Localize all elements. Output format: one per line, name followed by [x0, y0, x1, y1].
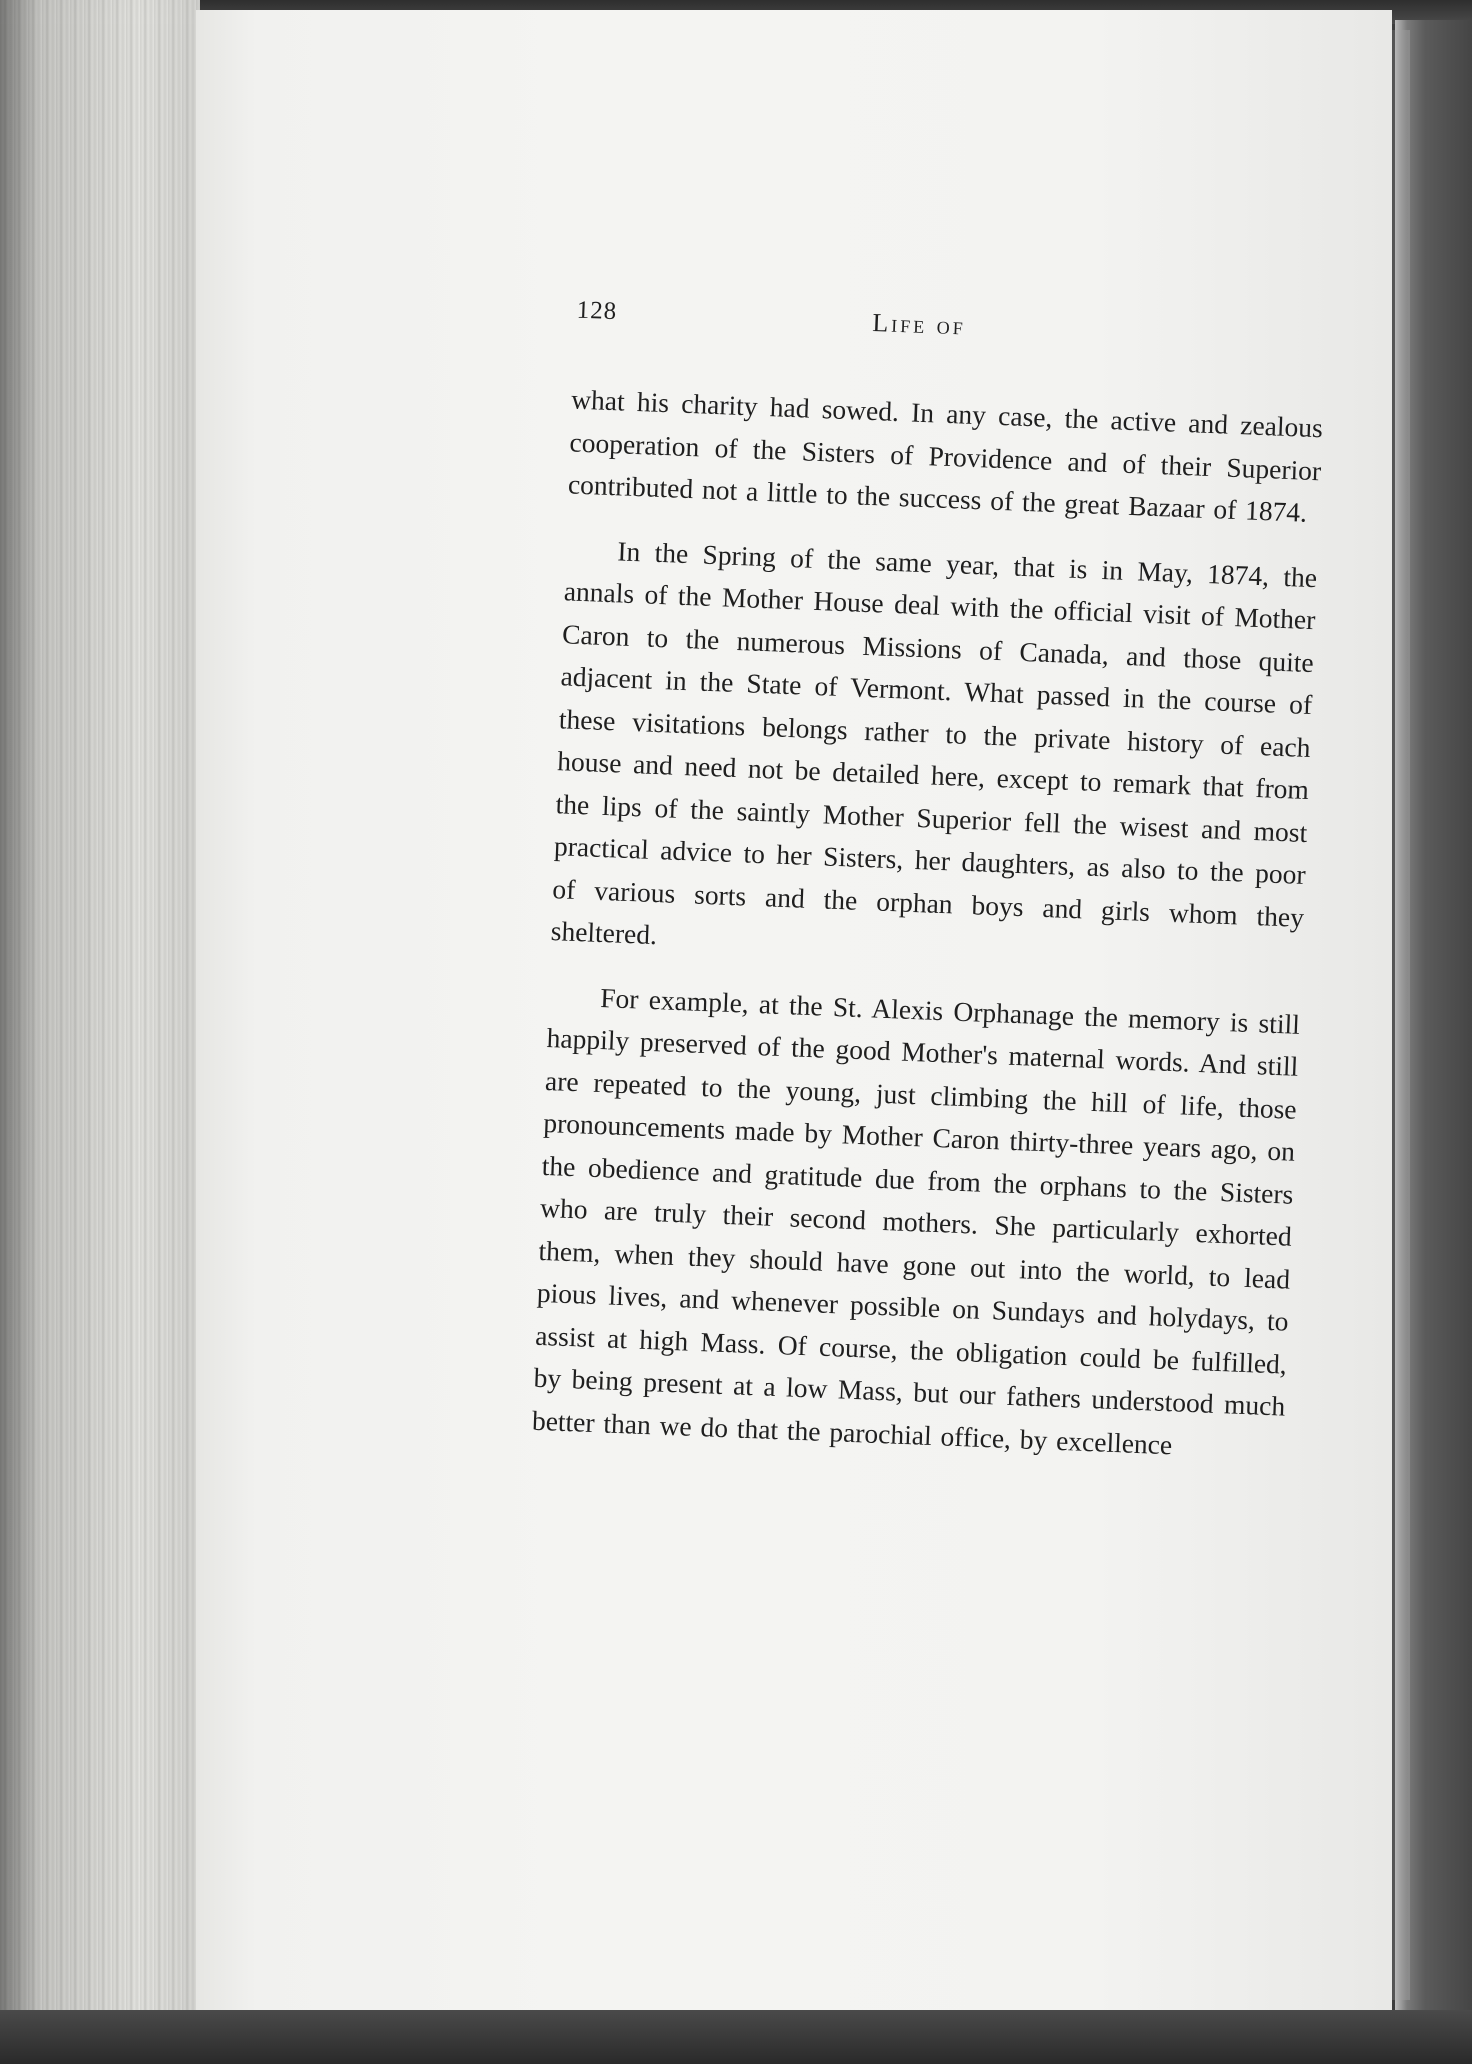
- paragraph: For example, at the St. Alexis Orphanage the memory is still happily preserved of the good Mother's maternal words. And still are repeated to the young, just climbing the hill of life, those pronouncements made by Mother Caron thirty-three years ago, on the obedience and gratitude due from the orphans to the Sisters who are truly their second mothers. She particularly exhorted them, when they should have gone out into the world, to lead pious lives, and whenever possible on Sundays and holydays, to assist at high Mass. Of course, the obligation could be fulfilled, by being present at a low Mass, but our fathers understood much better than we do that the parochial office, by excellence: [531, 981, 1301, 1460]
- running-head: Life of: [871, 307, 967, 341]
- book-page: [196, 10, 1392, 2020]
- page-content: [158, 0, 1430, 2044]
- paragraph: In the Spring of the same year, that is in May, 1874, the annals of the Mother House deal with the official visit of Mother Caron to the numerous Missions of Canada, and those quite adjacent in the State of Vermont. What passed in the course of these visitations belongs rather to the private history of each house and need not be detailed here, except to remark that from the lips of the saintly Mother Superior fell the wisest and most practical advice to her Sisters, her daughters, as also to the poor of various sorts and the orphan boys and girls whom they sheltered.: [550, 534, 1318, 951]
- paragraph-continued: what his charity had sowed. In any case, the active and zealous cooperation of the Sisters of Providence and of their Superior contributed not a little to the success of the great Bazaar of 1874.: [567, 383, 1324, 528]
- body-text: [531, 378, 1323, 1470]
- page-number: 128: [576, 296, 618, 326]
- backdrop-bottom: [0, 2010, 1472, 2064]
